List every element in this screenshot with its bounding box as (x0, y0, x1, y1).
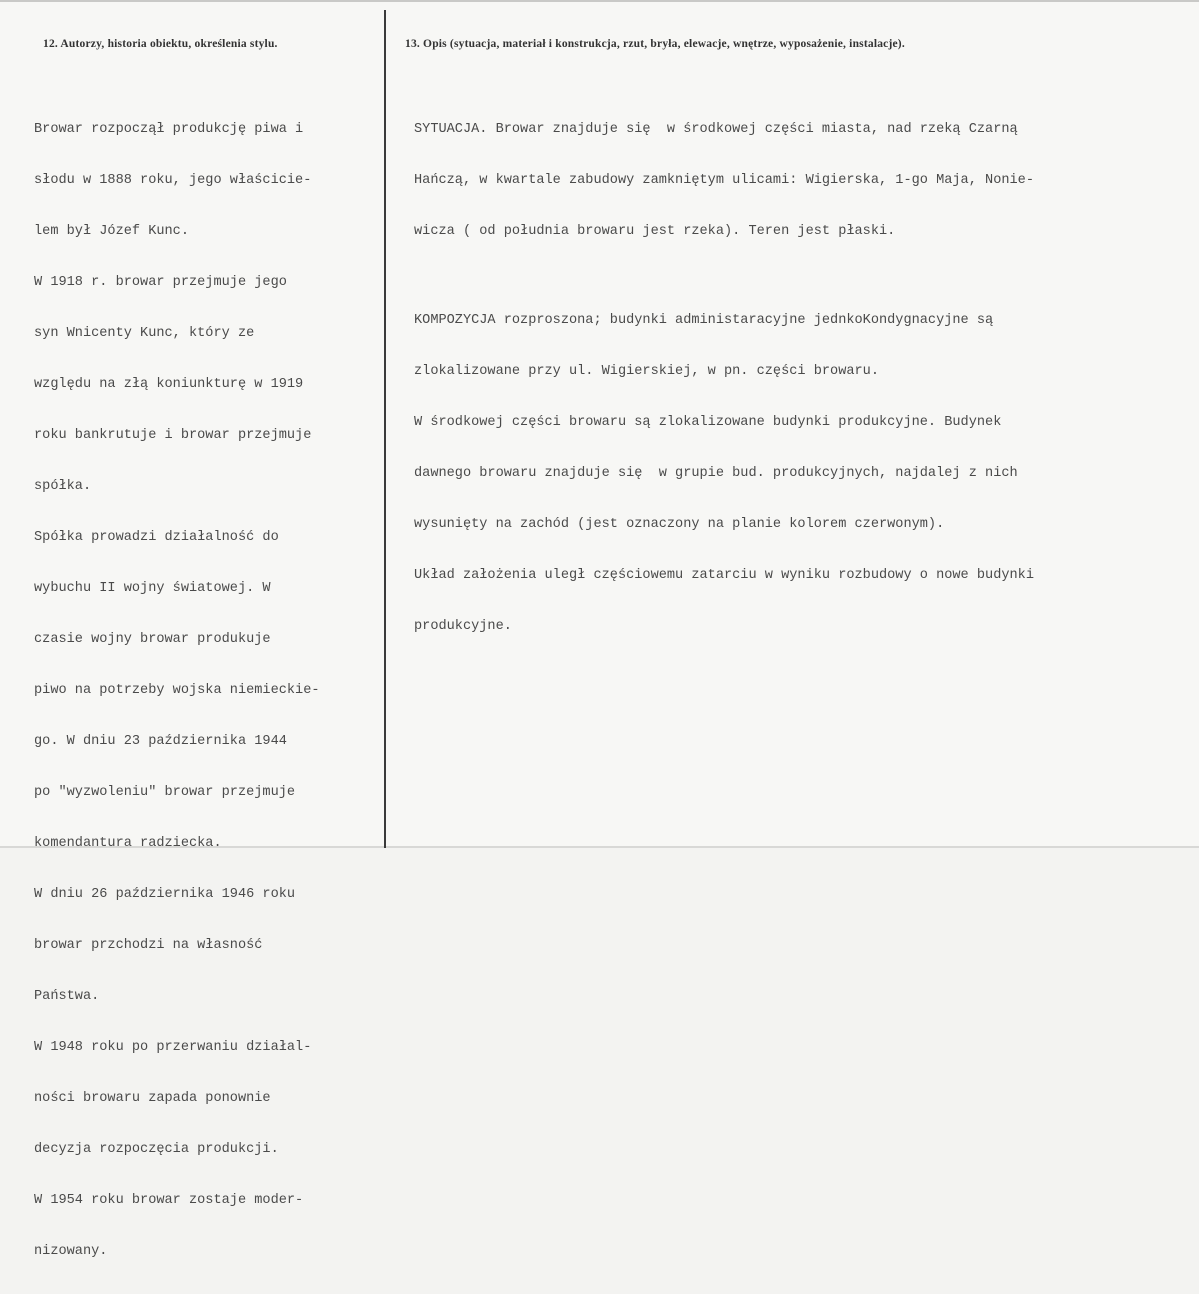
description-line: SYTUACJA. Browar znajduje się w środkowej części miasta, nad rzeką Czarną (414, 122, 1018, 137)
history-line: ności browaru zapada ponownie (34, 1091, 271, 1106)
history-line: browar przchodzi na własność (34, 938, 263, 953)
history-line: syn Wnicenty Kunc, który ze (34, 326, 255, 341)
description-line: Hańczą, w kwartale zabudowy zamkniętym ulicami: Wigierska, 1-go Maja, Nonie- (414, 173, 1034, 188)
history-line: komendantura radziecka. (34, 836, 222, 851)
history-line: W 1954 roku browar zostaje moder- (34, 1193, 304, 1208)
description-line: wysunięty na zachód (jest oznaczony na planie kolorem czerwonym). (414, 517, 945, 532)
history-line: W 1948 roku po przerwaniu działal- (34, 1040, 312, 1055)
history-line: W 1918 r. browar przejmuje jego (34, 275, 287, 290)
history-line: słodu w 1888 roku, jego właściciе- (34, 173, 312, 188)
description-line: dawnego browaru znajduje się w grupie bud. produkcyjnych, najdalej z nich (414, 466, 1018, 481)
history-line: względu na złą koniunkturę w 1919 (34, 377, 304, 392)
history-line: roku bankrutuje i browar przejmuje (34, 428, 312, 443)
history-line: czasie wojny browar produkuje (34, 632, 271, 647)
history-line: Spółka prowadzi działalność do (34, 530, 279, 545)
history-line: Browar rozpoczął produkcję piwa i (34, 122, 304, 137)
paragraph-gap (414, 274, 1034, 278)
history-line: wybuchu II wojny światowej. W (34, 581, 271, 596)
description-typed-text (414, 87, 1034, 669)
history-line: go. W dniu 23 października 1944 (34, 734, 287, 749)
history-line: spółka. (34, 479, 92, 494)
history-line: nizowany. (34, 1244, 108, 1259)
history-line: po "wyzwoleniu" browar przejmuje (34, 785, 296, 800)
description-line: zlokalizowane przy ul. Wigierskiej, w pn. części browaru. (414, 364, 879, 379)
history-line: piwo na potrzeby wojska niemieckie- (34, 683, 320, 698)
section-12-header: 12. Autorzy, historia obiektu, określenia stylu. (43, 38, 278, 50)
description-line: KOMPOZYCJA rozproszona; budynki administaracyjne jednkoKondygnacyjne są (414, 313, 994, 328)
section-13-header: 13. Opis (sytuacja, materiał i konstrukcja, rzut, bryła, elewacje, wnętrze, wyposażenie, instalacje). (405, 38, 905, 50)
history-line: W dniu 26 października 1946 roku (34, 887, 296, 902)
history-typed-text (34, 87, 320, 1294)
description-line: wicza ( od południa browaru jest rzeka). Teren jest płaski. (414, 224, 896, 239)
history-line: Państwa. (34, 989, 100, 1004)
description-line: produkcyjne. (414, 619, 512, 634)
description-line: W środkowej części browaru są zlokalizowane budynki produkcyjne. Budynek (414, 415, 1002, 430)
history-line: lem był Józef Kunc. (34, 224, 189, 239)
column-divider (384, 10, 386, 848)
description-line: Układ założenia uległ częściowemu zatarciu w wyniku rozbudowy o nowe budynki (414, 568, 1034, 583)
history-line: decyzja rozpoczęcia produkcji. (34, 1142, 279, 1157)
